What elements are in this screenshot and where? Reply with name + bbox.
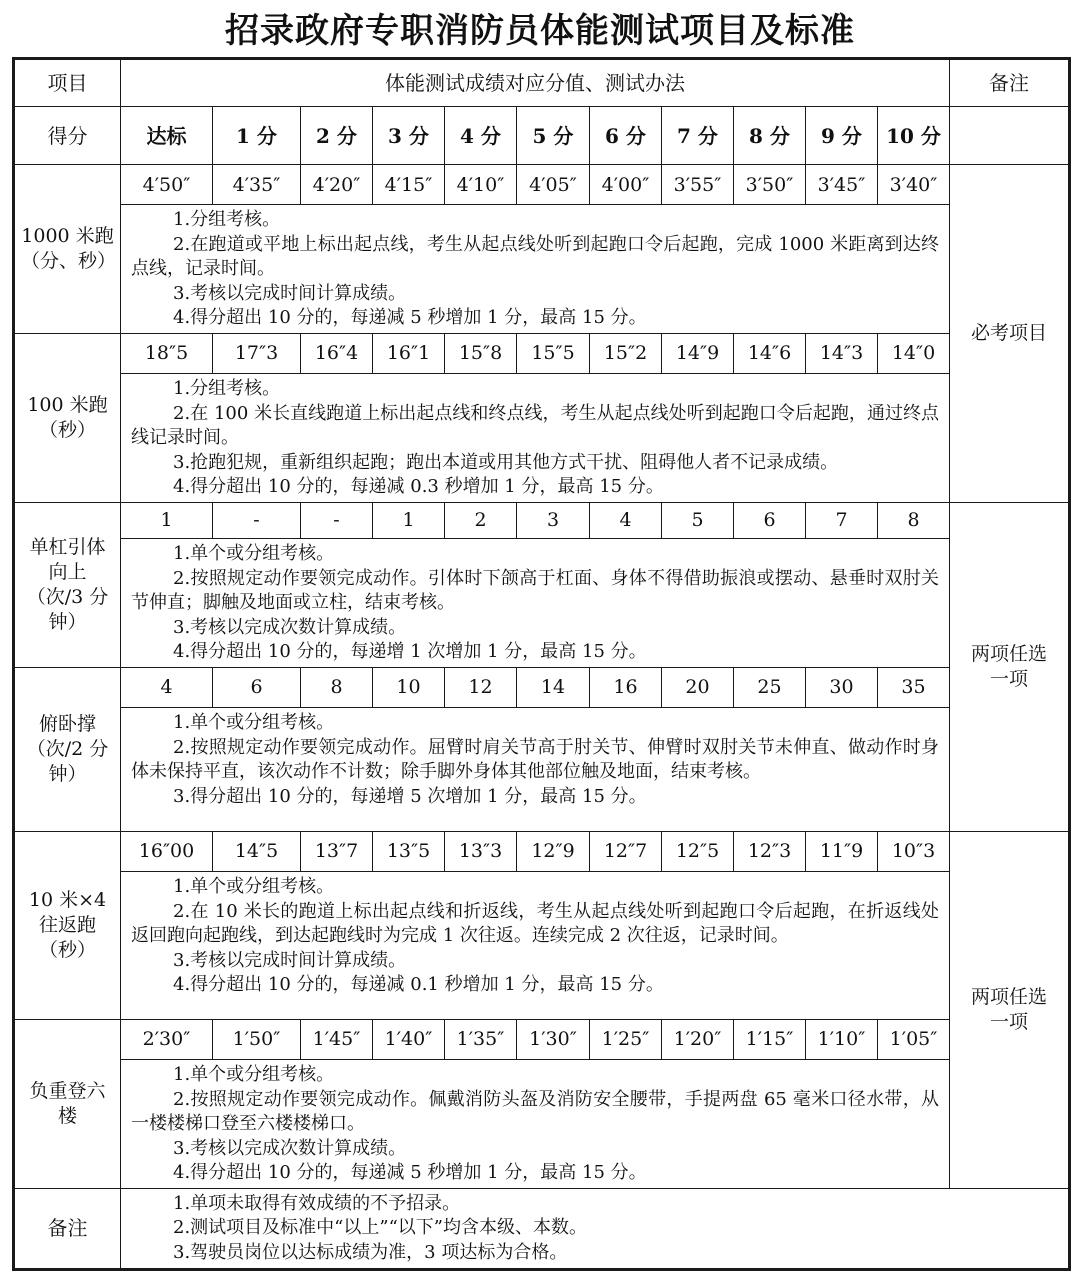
- value-row: [14, 831, 1070, 871]
- footer-label: 备注: [14, 1188, 121, 1269]
- header-content: 体能测试成绩对应分值、测试办法: [121, 59, 950, 107]
- header-remark: 备注: [950, 59, 1070, 107]
- value-cell: 10: [373, 667, 445, 707]
- score-label: 得分: [14, 107, 121, 165]
- value-cell: 1′10″: [806, 1019, 878, 1059]
- value-cell: 16″4: [301, 333, 373, 373]
- value-cell: 4′50″: [121, 165, 213, 205]
- value-cell: 4′05″: [517, 165, 590, 205]
- value-cell: 1: [373, 502, 445, 538]
- method-line: 2.按照规定动作要领完成动作。佩戴消防头盔及消防安全腰带，手提两盘 65 毫米口径水带，从一楼楼梯口登至六楼楼梯口。: [131, 1088, 940, 1135]
- remark-cell: 必考项目: [950, 165, 1070, 503]
- footer-note: 1.单项未取得有效成绩的不予招录。: [173, 1192, 461, 1214]
- method-line: 3.抢跑犯规，重新组织起跑；跑出本道或用其他方式干扰、阻碍他人者不记录成绩。: [173, 451, 839, 473]
- value-cell: 4′10″: [445, 165, 517, 205]
- method-line: 3.考核以完成次数计算成绩。: [173, 1137, 407, 1159]
- item-name: 10 米×4 往返跑（秒）: [14, 831, 121, 1019]
- value-cell: 6: [734, 502, 806, 538]
- score-cell: 1 分: [213, 107, 301, 165]
- value-cell: 10″3: [878, 831, 950, 871]
- value-cell: 14″9: [662, 333, 734, 373]
- value-cell: 12″3: [734, 831, 806, 871]
- standards-table: [12, 57, 1071, 1271]
- value-cell: 25: [734, 667, 806, 707]
- item-name: 俯卧撑（次/2 分钟）: [14, 667, 121, 831]
- method-line: 4.得分超出 10 分的，每递减 5 秒增加 1 分，最高 15 分。: [173, 307, 647, 329]
- item-name: 负重登六楼: [14, 1019, 121, 1188]
- page-title: 招录政府专职消防员体能测试项目及标准: [225, 11, 855, 51]
- method-row: [14, 1059, 1070, 1188]
- method-line: 3.考核以完成时间计算成绩。: [173, 282, 407, 304]
- value-cell: 13″5: [373, 831, 445, 871]
- value-cell: 8: [878, 502, 950, 538]
- value-cell: 2: [445, 502, 517, 538]
- value-cell: 13″7: [301, 831, 373, 871]
- test-method: [121, 871, 950, 1019]
- score-cell: 8 分: [734, 107, 806, 165]
- score-cell: 6 分: [590, 107, 662, 165]
- value-cell: 16″1: [373, 333, 445, 373]
- value-row: [14, 1019, 1070, 1059]
- method-row: [14, 205, 1070, 334]
- method-row: [14, 871, 1070, 1019]
- test-method: [121, 373, 950, 502]
- value-cell: 35: [878, 667, 950, 707]
- value-cell: -: [213, 502, 301, 538]
- method-line: 1.分组考核。: [173, 209, 281, 230]
- value-cell: 16: [590, 667, 662, 707]
- value-cell: 15″2: [590, 333, 662, 373]
- value-cell: 1′35″: [445, 1019, 517, 1059]
- value-cell: 13″3: [445, 831, 517, 871]
- footer-row: [14, 1188, 1070, 1269]
- value-cell: 2′30″: [121, 1019, 213, 1059]
- remark-cell: 两项任选一项: [950, 831, 1070, 1188]
- score-remark-empty: [950, 107, 1070, 165]
- value-row: [14, 333, 1070, 373]
- footer-note: 2.测试项目及标准中“以上”“以下”均含本级、本数。: [173, 1217, 587, 1239]
- value-cell: 12″9: [517, 831, 590, 871]
- method-line: 3.考核以完成时间计算成绩。: [173, 949, 407, 971]
- score-cell: 2 分: [301, 107, 373, 165]
- value-cell: 14″5: [213, 831, 301, 871]
- value-cell: 1′25″: [590, 1019, 662, 1059]
- method-line: 4.得分超出 10 分的，每递减 5 秒增加 1 分，最高 15 分。: [173, 1162, 647, 1184]
- value-cell: 14″6: [734, 333, 806, 373]
- value-cell: 1′45″: [301, 1019, 373, 1059]
- value-cell: 12″7: [590, 831, 662, 871]
- method-row: [14, 538, 1070, 667]
- value-cell: 1′15″: [734, 1019, 806, 1059]
- method-line: 1.单个或分组考核。: [173, 875, 335, 897]
- method-line: 2.在 100 米长直线跑道上标出起点线和终点线，考生从起点线处听到起跑口令后起跑，通过终点线记录时间。: [131, 402, 940, 449]
- method-line: 4.得分超出 10 分的，每递增 1 次增加 1 分，最高 15 分。: [173, 641, 647, 663]
- value-cell: 15″8: [445, 333, 517, 373]
- value-row: [14, 502, 1070, 538]
- value-cell: 3: [517, 502, 590, 538]
- footer-notes: [121, 1188, 1070, 1269]
- test-method: [121, 707, 950, 831]
- value-cell: 30: [806, 667, 878, 707]
- remark-cell: 两项任选一项: [950, 502, 1070, 831]
- value-cell: -: [301, 502, 373, 538]
- method-line: 2.按照规定动作要领完成动作。屈臂时肩关节高于肘关节、伸臂时双肘关节未伸直、做动作时身体未保持平直，该次动作不计数；除手脚外身体其他部位触及地面，结束考核。: [131, 736, 940, 783]
- score-cell: 3 分: [373, 107, 445, 165]
- value-cell: 16″00: [121, 831, 213, 871]
- value-cell: 3′50″: [734, 165, 806, 205]
- value-cell: 8: [301, 667, 373, 707]
- test-method: [121, 205, 950, 334]
- score-cell: 10 分: [878, 107, 950, 165]
- item-name: 1000 米跑（分、秒）: [14, 165, 121, 334]
- value-cell: 7: [806, 502, 878, 538]
- value-cell: 1′05″: [878, 1019, 950, 1059]
- value-cell: 12″5: [662, 831, 734, 871]
- item-name: 100 米跑（秒）: [14, 333, 121, 502]
- value-cell: 17″3: [213, 333, 301, 373]
- value-cell: 4′35″: [213, 165, 301, 205]
- method-line: 3.考核以完成次数计算成绩。: [173, 616, 407, 638]
- value-cell: 1′30″: [517, 1019, 590, 1059]
- method-line: 2.在 10 米长的跑道上标出起点线和折返线，考生从起点线处听到起跑口令后起跑，在折返线处返回跑向起跑线，到达起跑线时为完成 1 次往返。连续完成 2 次往返，记录时间。: [131, 900, 940, 947]
- value-cell: 6: [213, 667, 301, 707]
- method-row: [14, 373, 1070, 502]
- value-cell: 20: [662, 667, 734, 707]
- value-cell: 14″3: [806, 333, 878, 373]
- method-line: 1.分组考核。: [173, 377, 281, 399]
- method-line: 1.单个或分组考核。: [173, 1063, 335, 1085]
- footer-note: 3.驾驶员岗位以达标成绩为准，3 项达标为合格。: [173, 1242, 568, 1264]
- value-cell: 1′50″: [213, 1019, 301, 1059]
- value-cell: 4: [121, 667, 213, 707]
- value-cell: 3′40″: [878, 165, 950, 205]
- value-cell: 14: [517, 667, 590, 707]
- header-row: [14, 59, 1070, 107]
- value-row: [14, 667, 1070, 707]
- score-cell: 4 分: [445, 107, 517, 165]
- method-line: 4.得分超出 10 分的，每递减 0.1 秒增加 1 分，最高 15 分。: [173, 974, 664, 996]
- value-cell: 4′15″: [373, 165, 445, 205]
- value-cell: 14″0: [878, 333, 950, 373]
- test-method: [121, 1059, 950, 1188]
- value-cell: 3′45″: [806, 165, 878, 205]
- value-row: [14, 165, 1070, 205]
- method-line: 2.在跑道或平地上标出起点线，考生从起点线处听到起跑口令后起跑，完成 1000 米距离到达终点线，记录时间。: [131, 233, 940, 280]
- value-cell: 1′20″: [662, 1019, 734, 1059]
- score-cell: 5 分: [517, 107, 590, 165]
- value-cell: 4′20″: [301, 165, 373, 205]
- value-cell: 5: [662, 502, 734, 538]
- value-cell: 4′00″: [590, 165, 662, 205]
- item-name: 单杠引体向上（次/3 分钟）: [14, 502, 121, 667]
- value-cell: 18″5: [121, 333, 213, 373]
- method-line: 1.单个或分组考核。: [173, 711, 335, 733]
- value-cell: 12: [445, 667, 517, 707]
- value-cell: 3′55″: [662, 165, 734, 205]
- method-line: 2.按照规定动作要领完成动作。引体时下颌高于杠面、身体不得借助振浪或摆动、悬垂时双肘关节伸直；脚触及地面或立柱，结束考核。: [131, 567, 940, 614]
- score-cell: 7 分: [662, 107, 734, 165]
- value-cell: 15″5: [517, 333, 590, 373]
- method-row: [14, 707, 1070, 831]
- value-cell: 11″9: [806, 831, 878, 871]
- score-cell: 达标: [121, 107, 213, 165]
- value-cell: 1′40″: [373, 1019, 445, 1059]
- method-line: 3.得分超出 10 分的，每递增 5 次增加 1 分，最高 15 分。: [173, 785, 647, 807]
- test-method: [121, 538, 950, 667]
- value-cell: 1: [121, 502, 213, 538]
- method-line: 1.单个或分组考核。: [173, 542, 335, 564]
- header-item: 项目: [14, 59, 121, 107]
- method-line: 4.得分超出 10 分的，每递减 0.3 秒增加 1 分，最高 15 分。: [173, 476, 664, 498]
- score-cell: 9 分: [806, 107, 878, 165]
- score-row: [14, 107, 1070, 165]
- value-cell: 4: [590, 502, 662, 538]
